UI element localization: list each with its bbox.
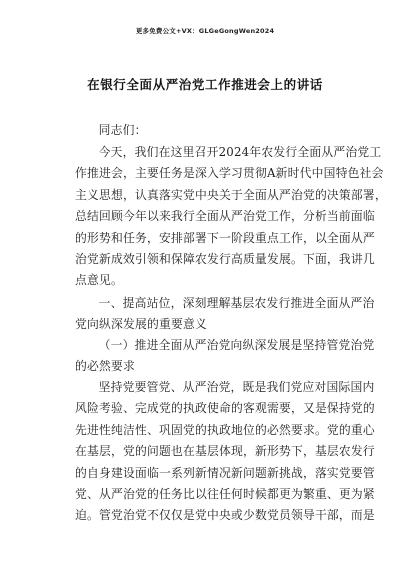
paragraph-line: 迫。管党治党不仅仅是党中央或少数党员领导干部，而是: [75, 508, 375, 523]
paragraph-line: 党、从严治党的任务比以往任何时候都更为繁重、更为紧: [75, 486, 375, 501]
paragraph-line: 的形势和任务，安排部署下一阶段重点工作，以全面从严: [75, 230, 375, 245]
heading-line: 一、提高站位，深刻理解基层农发行推进全面从严治: [98, 296, 375, 310]
paragraph-line: 先进性纯洁性、巩固党的执政地位的必然要求。党的重心: [75, 422, 375, 437]
paragraph-line: 在基层，党的问题也在基层体现，新形势下，基层农发行: [75, 444, 375, 459]
paragraph-1: [75, 142, 387, 292]
header-note: 更多免费公文+VX：GLGeGongWen2024: [135, 27, 275, 35]
heading-line: 党向纵深发展的重要意义: [75, 317, 207, 332]
heading-line: 的必然要求: [75, 359, 135, 374]
document-title: 在银行全面从严治党工作推进会上的讲话: [87, 77, 323, 92]
paragraph-line: 总结回顾今年以来我行全面从严治党工作，分析当前面临: [75, 209, 375, 224]
paragraph-line: 风险考验、完成党的执政使命的客观需要，又是保持党的: [75, 401, 375, 416]
paragraph-2: [75, 377, 375, 527]
salutation: [75, 120, 345, 141]
paragraph-line: 点意见。: [75, 273, 123, 288]
heading-line: （一）推进全面从严治党向纵深发展是坚持管党治党: [98, 338, 375, 352]
paragraph-line: 主义思想，认真落实党中央关于全面从严治党的决策部署，: [75, 187, 387, 202]
paragraph-line: 治党新成效引领和保障农发行高质量发展。下面，我讲几: [75, 251, 375, 266]
paragraph-line: 的自身建设面临一系列新情况新问题新挑战，落实党要管: [75, 465, 375, 480]
paragraph-line: 今天，我们在这里召开2024年农发行全面从严治党工: [98, 145, 382, 159]
paragraph-line: 坚持党要管党、从严治党，既是我们党应对国际国内: [98, 380, 375, 394]
salutation-line: 同志们：: [98, 123, 147, 137]
subsection-heading-1: [75, 335, 375, 378]
paragraph-line: 作推进会，主要任务是深入学习贯彻A新时代中国特色社会: [75, 166, 384, 181]
section-heading-1: [75, 293, 375, 336]
